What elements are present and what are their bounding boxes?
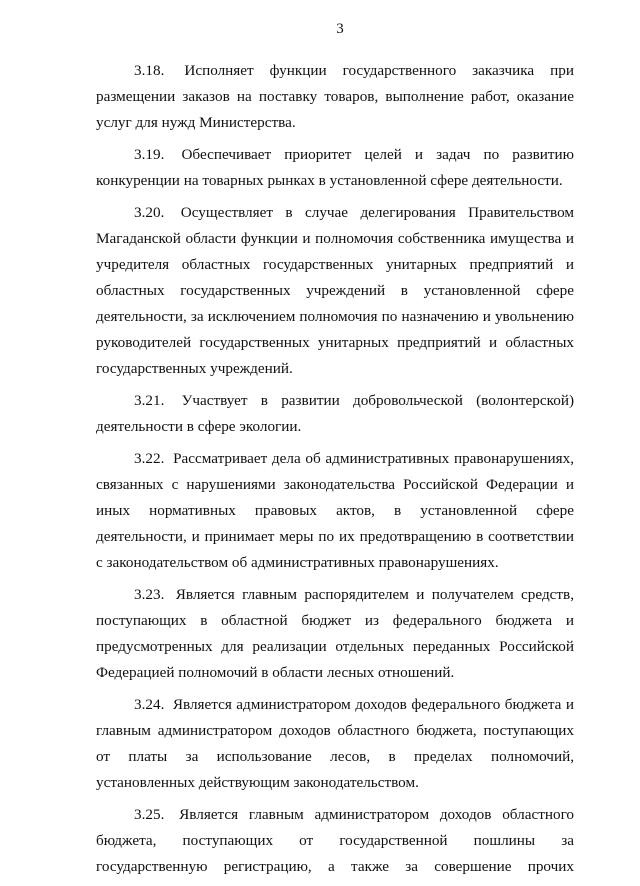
paragraph-text: Является администратором доходов федерального бюджета и главным администратором доходов областного бюджета, поступающих от платы за использование лесов, в пределах полномочий, установленных действующим законодательством. (96, 696, 574, 791)
paragraph-3-21 (96, 388, 574, 440)
paragraph-3-19 (96, 142, 574, 194)
paragraph-number: 3.23. (134, 586, 165, 603)
paragraph-text: Рассматривает дела об административных правонарушениях, связанных с нарушениями законодательства Российской Федерации и иных нормативных правовых актов, в установленной сфере деятельности, и принимает меры по их предотвращению в соответствии с законодательством об административных правонарушениях. (96, 450, 574, 571)
paragraph-number: 3.22. (134, 450, 165, 467)
paragraph-number: 3.19. (134, 146, 165, 163)
paragraph-text: Является главным распорядителем и получателем средств, поступающих в областной бюджет из федерального бюджета и предусмотренных для реализации отдельных переданных Российской Федерацией полномочий в области лесных отношений. (96, 586, 575, 681)
paragraph-number: 3.24. (134, 696, 165, 713)
paragraph-3-18 (96, 58, 574, 136)
paragraph-number: 3.20. (134, 204, 165, 221)
paragraph-3-23 (96, 582, 574, 686)
paragraph-text: Участвует в развитии добровольческой (волонтерской) деятельности в сфере экологии. (96, 392, 575, 435)
paragraph-3-25 (96, 802, 574, 880)
document-body (96, 58, 574, 886)
paragraph-number: 3.25. (134, 806, 165, 823)
page-number: 3 (336, 21, 344, 37)
paragraph-3-20 (96, 200, 574, 382)
paragraph-text: Осуществляет в случае делегирования Правительством Магаданской области функции и полномочия собственника имущества и учредителя областных государственных унитарных предприятий и областных государственных учреждений в установленной сфере деятельности, за исключением полномочия по назначению и увольнению руководителей государственных унитарных предприятий и областных государственных учреждений. (96, 204, 575, 377)
paragraph-text: Исполняет функции государственного заказчика при размещении заказов на поставку товаров, выполнение работ, оказание услуг для нужд Министерства. (96, 62, 574, 131)
paragraph-text: Обеспечивает приоритет целей и задач по развитию конкуренции на товарных рынках в установленной сфере деятельности. (96, 146, 575, 189)
paragraph-number: 3.18. (134, 62, 165, 79)
paragraph-text: Является главным администратором доходов областного бюджета, поступающих от государственной пошлины за государственную регистрацию, а также за совершение прочих (96, 806, 575, 875)
paragraph-3-22 (96, 446, 574, 576)
paragraph-3-24 (96, 692, 574, 796)
paragraph-number: 3.21. (134, 392, 165, 409)
